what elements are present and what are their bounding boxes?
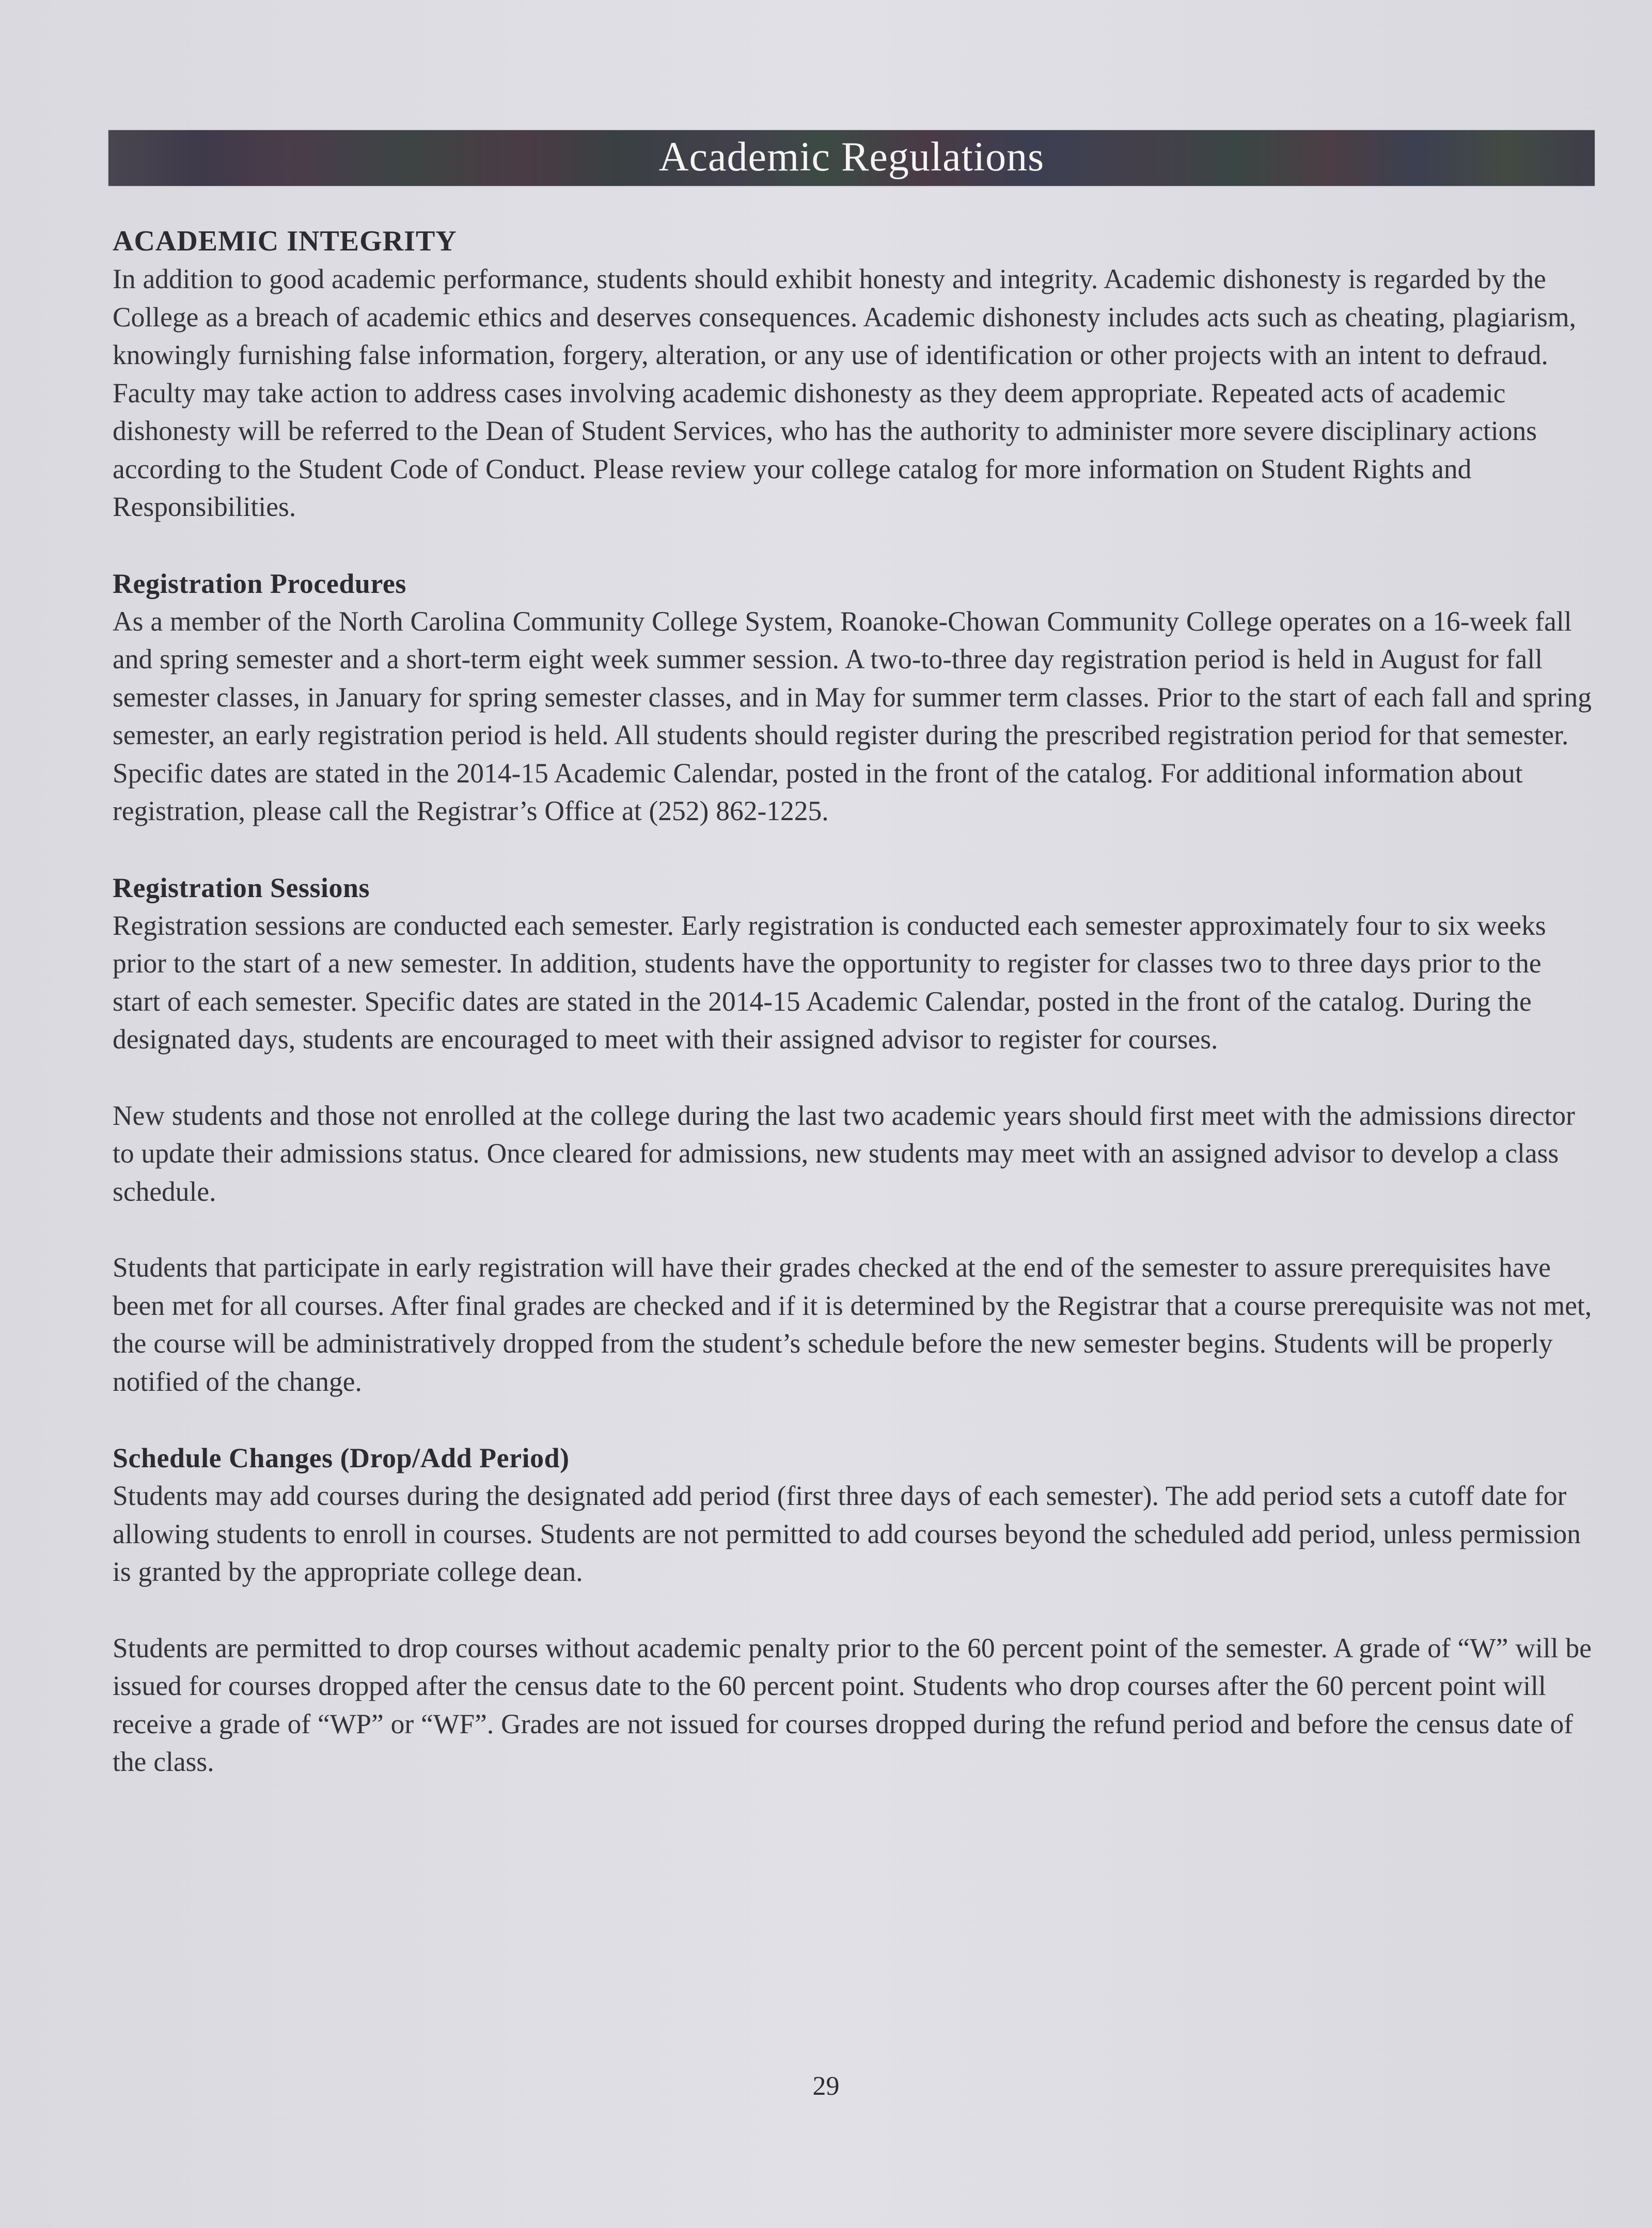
- paragraph: In addition to good academic performance, students should exhibit honesty and integrity. Academic dishonesty is regarded by the College as a breach of academic ethics and deserves consequences. Academic dishonesty includes acts such as cheating, plagiarism, knowingly furnishing false information, forgery, alteration, or any use of identification or other projects with an intent to defraud. Faculty may take action to address cases involving academic dishonesty as they deem appropriate. Repeated acts of academic dishonesty will be referred to the Dean of Student Services, who has the authority to administer more severe disciplinary actions according to the Student Code of Conduct. Please review your college catalog for more information on Student Rights and Responsibilities.: [113, 263, 1577, 522]
- paragraph: New students and those not enrolled at the college during the last two academic years should first meet with the admissions director to update their admissions status. Once cleared for admissions, new students may meet with an assigned advisor to develop a class schedule.: [113, 1100, 1575, 1207]
- title-banner: [108, 130, 1595, 186]
- section-heading: ACADEMIC INTEGRITY: [113, 225, 457, 257]
- section-registration-procedures: [113, 564, 1595, 830]
- document-body: [113, 222, 1595, 1781]
- page-title: Academic Regulations: [658, 134, 1045, 180]
- section-heading: Schedule Changes (Drop/Add Period): [113, 1442, 570, 1473]
- paragraph: Students that participate in early registration will have their grades checked at the end of the semester to assure prerequisites have been met for all courses. After final grades are checked and if it is determined by the Registrar that a course prerequisite was not met, the course will be administratively dropped from the student’s schedule before the new semester begins. Students will be properly notified of the change.: [113, 1252, 1592, 1397]
- paragraph: As a member of the North Carolina Community College System, Roanoke-Chowan Community College operates on a 16-week fall and spring semester and a short-term eight week summer session. A two-to-three day registration period is held in August for fall semester classes, in January for spring semester classes, and in May for summer term classes. Prior to the start of each fall and spring semester, an early registration period is held. All students should register during the prescribed registration period for that semester. Specific dates are stated in the 2014-15 Academic Calendar, posted in the front of the catalog. For additional information about registration, please call the Registrar’s Office at (252) 862-1225.: [113, 605, 1592, 826]
- section-heading: Registration Procedures: [113, 568, 406, 599]
- section-schedule-changes: [113, 1439, 1595, 1781]
- page-number: 29: [812, 2072, 840, 2101]
- paragraph: Students may add courses during the designated add period (first three days of each semester). The add period sets a cutoff date for allowing students to enroll in courses. Students are not permitted to add courses beyond the scheduled add period, unless permission is granted by the appropriate college dean.: [113, 1480, 1581, 1587]
- paragraph: Students are permitted to drop courses without academic penalty prior to the 60 percent point of the semester. A grade of “W” will be issued for courses dropped after the census date to the 60 percent point. Students who drop courses after the 60 percent point will receive a grade of “WP” or “WF”. Grades are not issued for courses dropped during the refund period and before the census date of the class.: [113, 1632, 1592, 1777]
- section-academic-integrity: [113, 222, 1595, 526]
- paragraph: Registration sessions are conducted each semester. Early registration is conducted each semester approximately four to six weeks prior to the start of a new semester. In addition, students have the opportunity to register for classes two to three days prior to the start of each semester. Specific dates are stated in the 2014-15 Academic Calendar, posted in the front of the catalog. During the designated days, students are encouraged to meet with their assigned advisor to register for courses.: [113, 909, 1546, 1055]
- section-registration-sessions: [113, 869, 1595, 1401]
- section-heading: Registration Sessions: [113, 872, 370, 903]
